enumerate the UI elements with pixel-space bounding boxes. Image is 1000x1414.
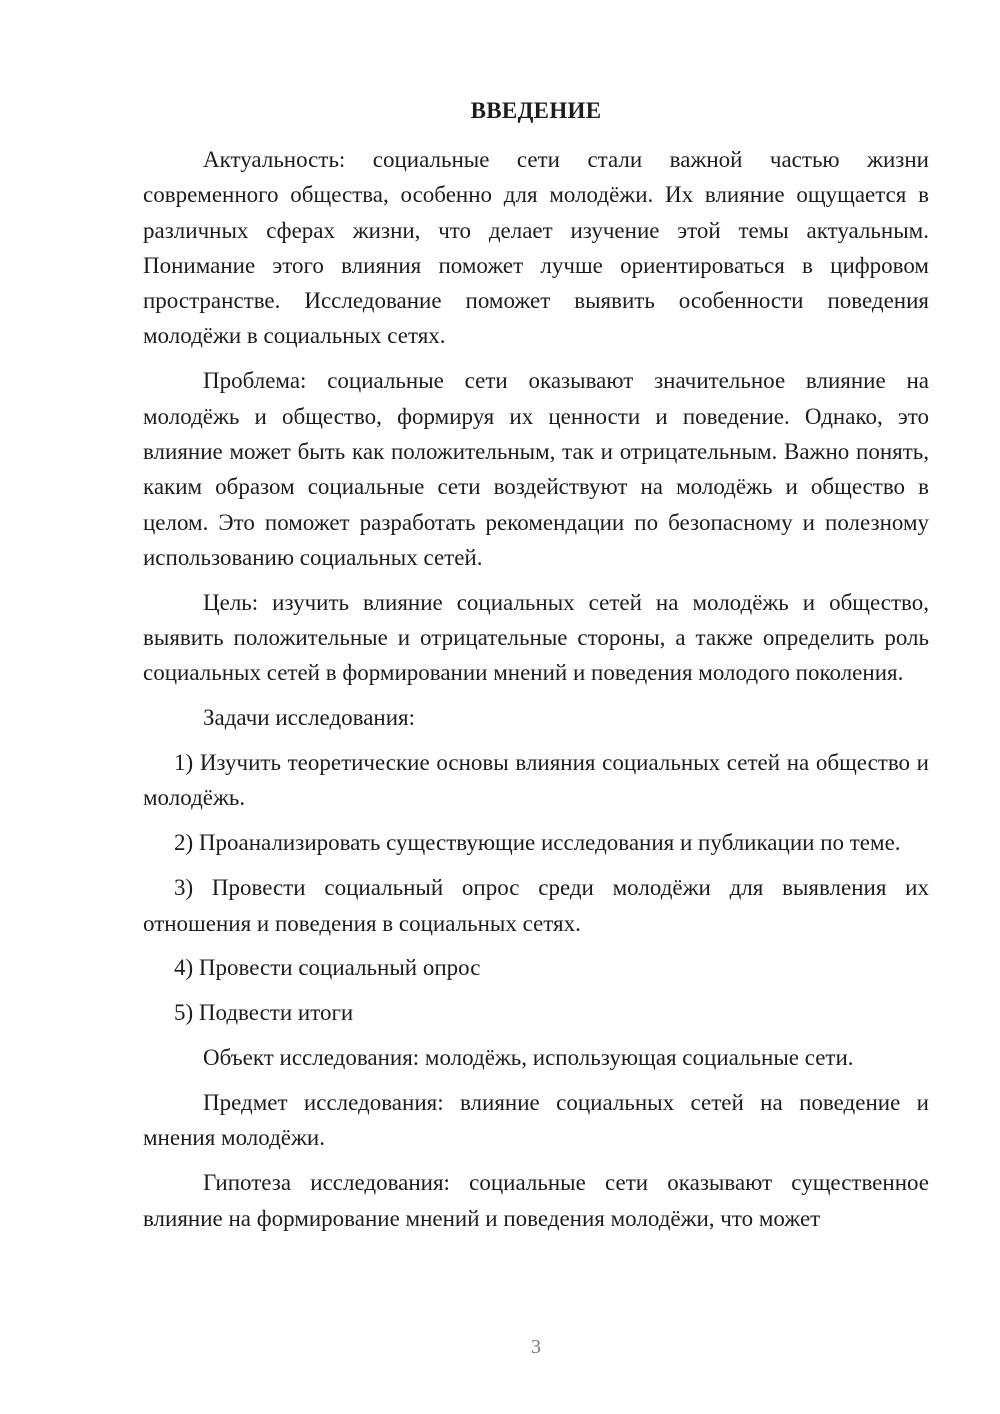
task-item: 5) Подвести итоги <box>174 1000 354 1026</box>
task-item: 2) Проанализировать существующие исследования и публикации по теме. <box>174 830 901 856</box>
relevance-paragraph: Актуальность: социальные сети стали важной частью жизни современного общества, особенно для молодёжи. Их влияние ощущается в различных сферах жизни, что делает изучение этой темы актуальным. Понимание этого влияния поможет лучше ориентироваться в цифровом пространстве. Исследование поможет выявить особенности поведения молодёжи в социальных сетях. <box>143 147 929 349</box>
hypothesis-paragraph: Гипотеза исследования: социальные сети оказывают существенное влияние на формирование мнений и поведения молодёжи, что может <box>143 1170 929 1231</box>
page-number: 3 <box>531 1336 541 1358</box>
task-item: 3) Провести социальный опрос среди молодёжи для выявления их отношения и поведения в социальных сетях. <box>143 875 929 936</box>
subject-paragraph: Предмет исследования: влияние социальных сетей на поведение и мнения молодёжи. <box>143 1090 929 1151</box>
document-body <box>143 142 929 1245</box>
page-title: ВВЕДЕНИЕ <box>470 98 602 123</box>
object-paragraph: Объект исследования: молодёжь, использующая социальные сети. <box>203 1045 854 1071</box>
tasks-heading: Задачи исследования: <box>203 705 416 731</box>
goal-paragraph: Цель: изучить влияние социальных сетей на молодёжь и общество, выявить положительные и отрицательные стороны, а также определить роль социальных сетей в формировании мнений и поведения молодого поколения. <box>143 589 929 686</box>
problem-paragraph: Проблема: социальные сети оказывают значительное влияние на молодёжь и общество, формируя их ценности и поведение. Однако, это влияние может быть как положительным, так и отрицательным. Важно понять, каким образом социальные сети воздействуют на молодёжь и общество в целом. Это поможет разработать рекомендации по безопасному и полезному использованию социальных сетей. <box>143 368 929 570</box>
task-item: 4) Провести социальный опрос <box>174 955 481 981</box>
task-item: 1) Изучить теоретические основы влияния социальных сетей на общество и молодёжь. <box>143 750 929 811</box>
